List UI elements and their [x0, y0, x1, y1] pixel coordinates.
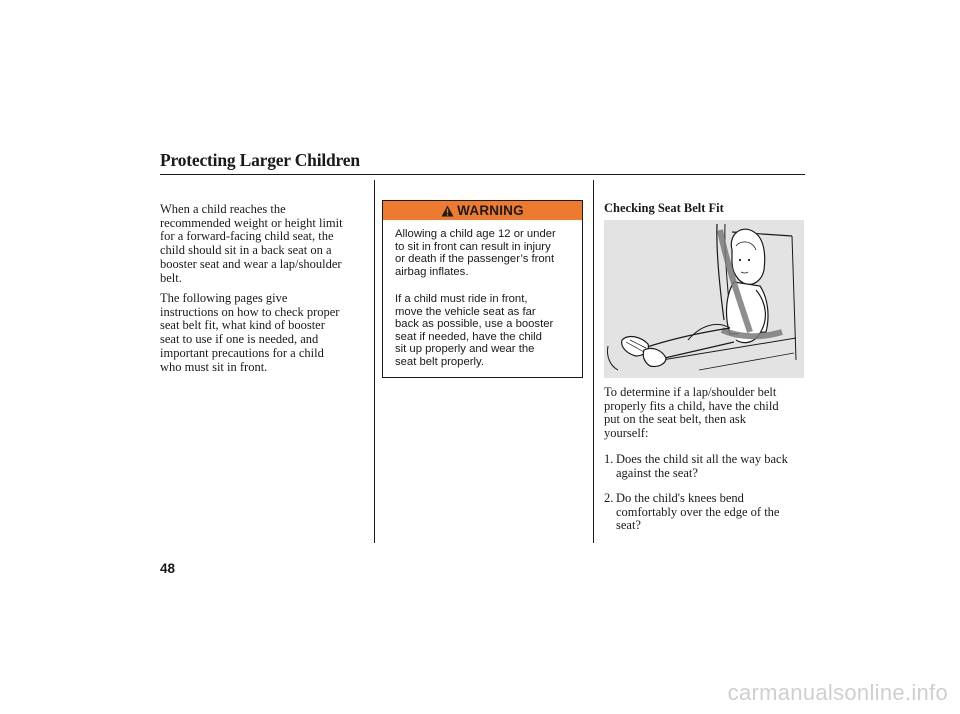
warning-triangle-icon: [441, 205, 454, 217]
list-item-number: 2.: [604, 491, 614, 505]
intro-paragraph: When a child reaches the recommended weight or height limit for a forward-facing child seat, the child should sit in a back seat on a booster seat and wear a lap/shoulder belt.: [160, 202, 343, 285]
warning-header: [383, 201, 582, 220]
warning-label: WARNING: [457, 203, 524, 218]
title-rule: [160, 174, 805, 175]
page-number: 48: [160, 561, 176, 576]
warning-text-front-seat: If a child must ride in front, move the vehicle seat as far back as possible, use a booster seat if needed, have the child sit up properly and wear the seat belt properly.: [395, 293, 554, 368]
column-divider-left: [374, 180, 375, 543]
list-item-text: Do the child's knees bend comfortably over the edge of the seat?: [616, 491, 780, 533]
section-title: Protecting Larger Children: [160, 150, 360, 170]
watermark: carmanualsonline.info: [727, 680, 948, 705]
seat-belt-fit-intro: To determine if a lap/shoulder belt properly fits a child, have the child put on the seat belt, then ask yourself:: [604, 385, 779, 441]
warning-box: [382, 200, 583, 378]
child-on-seat-illustration: [604, 220, 804, 378]
instructions-paragraph: The following pages give instructions on how to check proper seat belt fit, what kind of booster seat to use if one is needed, and important precautions for a child who must sit in front.: [160, 291, 340, 374]
subheading-seat-belt-fit: Checking Seat Belt Fit: [604, 201, 724, 215]
seat-belt-illustration-icon: [604, 220, 804, 378]
warning-text-age: Allowing a child age 12 or under to sit in front can result in injury or death if the passenger’s front airbag inflates.: [395, 228, 556, 278]
list-item-number: 1.: [604, 452, 614, 466]
column-divider-right: [593, 180, 594, 543]
list-item-text: Does the child sit all the way back against the seat?: [616, 452, 788, 480]
